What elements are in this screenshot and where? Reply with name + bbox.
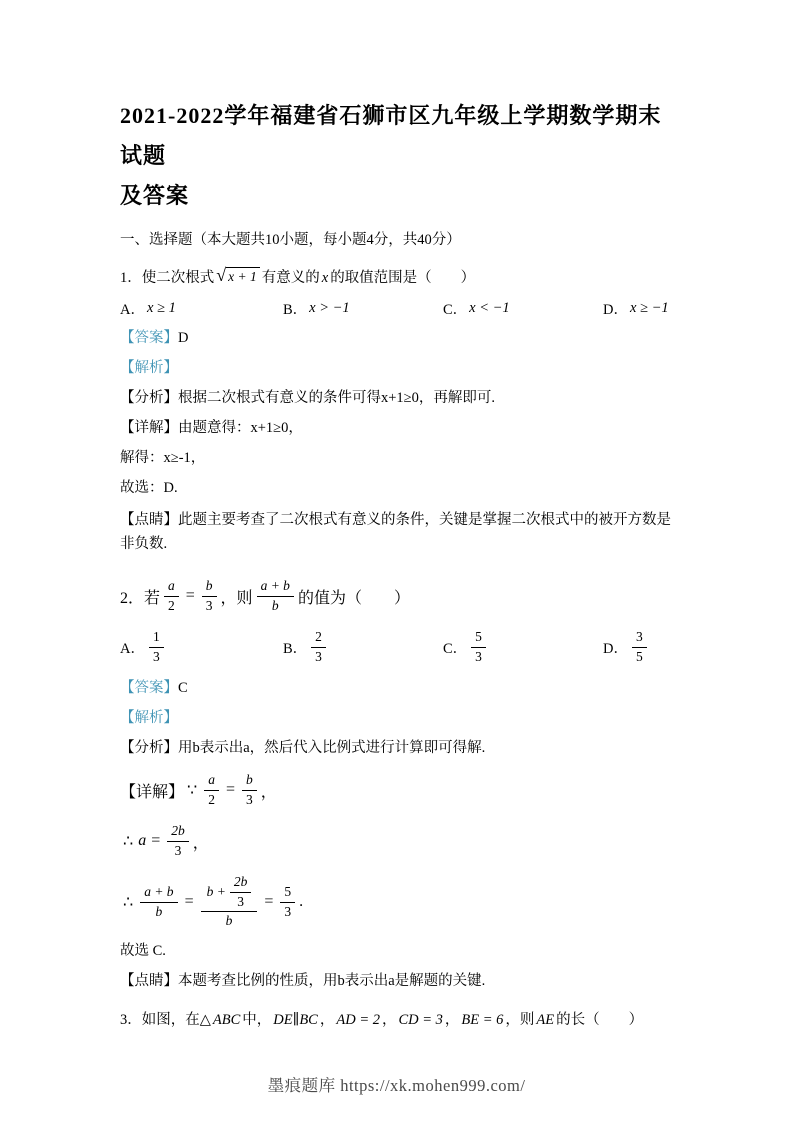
q1-answer-line: [120, 328, 675, 349]
q2-option-c: C． $\frac{5}{3}$: [443, 629, 603, 666]
q1-note-line: [120, 508, 675, 556]
question-1-stem: [120, 267, 675, 289]
method-tag: 【分析】: [120, 740, 178, 756]
q2-detail-line3: [120, 870, 675, 934]
q1-option-c-expr: x < −1: [469, 300, 510, 316]
q1-note-text: 此题主要考查了二次根式有意义的条件，关键是掌握二次根式中的被开方数是非负数.: [120, 512, 671, 552]
fraction-a-plus-b-over-b: $\frac{a + b}{b}$: [140, 884, 177, 921]
q1-option-a-label: A．: [120, 302, 145, 318]
q1-option-d-expr: x ≥ −1: [629, 300, 669, 316]
q2-method-text: 用b表示出a，然后代入比例式进行计算即可得解.: [178, 740, 486, 756]
q3-expr-ae: AE: [536, 1012, 555, 1028]
q3-stem-prefix: 3．如图，在: [120, 1012, 200, 1028]
q2-stem-prefix: 2．若: [120, 589, 161, 607]
fraction-b-over-3: $\frac{b}{3}$: [202, 578, 217, 615]
equals-sign: =: [151, 832, 161, 849]
q2-detail3-period: .: [299, 893, 304, 910]
q1-stem-mid: 有意义的: [261, 270, 320, 286]
q1-variable-x: x: [321, 270, 329, 286]
nested-num-prefix: b +: [206, 883, 226, 899]
q3-stem-suffix: 的长（ ）: [556, 1012, 644, 1028]
fraction-a-over-2: $\frac{a}{2}$: [204, 772, 219, 809]
fraction-a-over-2: $\frac{a}{2}$: [164, 578, 179, 615]
detail-tag: 【详解】: [120, 420, 178, 436]
equals-sign: =: [225, 781, 235, 798]
section-heading: 一、选择题（本大题共10小题，每小题4分，共40分）: [120, 232, 461, 248]
triangle-symbol: △: [199, 1012, 211, 1028]
question-2-stem: [120, 574, 675, 618]
q3-expr-parallel: DE∥BC: [273, 1012, 318, 1028]
q1-option-c-label: C．: [443, 302, 468, 318]
equals-sign: =: [185, 587, 195, 604]
sqrt-expression: [216, 267, 260, 285]
q2-answer-value: C: [178, 680, 188, 696]
q3-mid2: ，: [319, 1012, 335, 1028]
q3-mid5: ，则: [505, 1012, 535, 1028]
variable-a: a: [138, 832, 147, 849]
q2-stem-mid: ，则: [220, 589, 253, 607]
fraction-5-over-3: $\frac{5}{3}$: [280, 884, 295, 921]
q1-detail-line2: 解得：x≥-1，: [120, 450, 206, 466]
nested-fraction: [201, 874, 258, 931]
q1-option-b-label: B．: [283, 302, 308, 318]
q1-answer-value: D: [178, 330, 189, 346]
q1-option-b-expr: x > −1: [309, 300, 350, 316]
document-title-line2: 及答案: [120, 183, 190, 208]
q2-note-line: [120, 971, 675, 992]
q2-option-b: B． $\frac{2}{3}$: [283, 629, 443, 666]
analysis-tag: 【解析】: [120, 360, 178, 376]
nested-den: b: [225, 913, 233, 929]
footer-url[interactable]: https://xk.mohen999.com/: [340, 1076, 526, 1095]
radicand: x + 1: [226, 267, 260, 285]
q1-method-text: 根据二次根式有意义的条件可得x+1≥0，再解即可.: [178, 390, 496, 406]
answer-tag: 【答案】: [120, 330, 178, 346]
q1-option-a-expr: x ≥ 1: [146, 300, 176, 316]
q1-stem-suffix: 的取值范围是（ ）: [330, 270, 476, 286]
footer-watermark: [0, 1072, 793, 1096]
equals-sign: =: [184, 893, 194, 910]
answer-tag: 【答案】: [120, 680, 178, 696]
question-2-options: [120, 625, 675, 669]
method-tag: 【分析】: [120, 390, 178, 406]
detail-tag: 【详解】: [120, 783, 185, 801]
q3-mid4: ，: [444, 1012, 460, 1028]
therefore-sign: ∴: [123, 894, 134, 911]
q2-detail-line2: [120, 819, 675, 863]
fraction-5-over-3: $\frac{5}{3}$: [471, 629, 486, 666]
document-title: [120, 96, 675, 216]
fraction-2b-over-3: $\frac{2b}{3}$: [167, 823, 189, 860]
q2-detail2-comma: ，: [192, 834, 209, 852]
q3-expr-cd: CD = 3: [398, 1012, 443, 1028]
q1-option-d: [603, 298, 675, 319]
document-title-line1: 2021-2022学年福建省石狮市区九年级上学期数学期末试题: [120, 103, 662, 168]
note-tag: 【点睛】: [120, 512, 178, 528]
analysis-tag: 【解析】: [120, 710, 178, 726]
q1-analysis-tag-line: [120, 358, 675, 379]
because-sign: ∵: [187, 782, 198, 799]
footer-site-name: 墨痕题库: [267, 1076, 336, 1095]
equals-sign: =: [264, 893, 274, 910]
q2-detail-line4: 故选 C.: [120, 943, 166, 959]
q2-analysis-tag-line: [120, 708, 675, 729]
q1-option-d-label: D．: [603, 302, 628, 318]
q3-mid3: ，: [381, 1012, 397, 1028]
q2-stem-suffix: 的值为（ ）: [297, 589, 410, 607]
q2-option-d: D． $\frac{3}{5}$: [603, 629, 675, 666]
q1-detail-text1: 由题意得：x+1≥0，: [178, 420, 303, 436]
fraction-2b-over-3: $\frac{2b}{3}$: [230, 874, 252, 911]
fraction-1-over-3: $\frac{1}{3}$: [149, 629, 164, 666]
q2-detail1-comma: ，: [260, 783, 277, 801]
q1-detail-line3: 故选：D.: [120, 480, 178, 496]
fraction-2-over-3: $\frac{2}{3}$: [311, 629, 326, 666]
fraction-a-plus-b-over-b: $\frac{a + b}{b}$: [257, 578, 294, 615]
therefore-sign: ∴: [123, 833, 134, 850]
q3-mid1: 中，: [242, 1012, 272, 1028]
q2-option-a: A． $\frac{1}{3}$: [120, 629, 283, 666]
q3-expr-ad: AD = 2: [336, 1012, 380, 1028]
q1-option-b: [283, 298, 443, 319]
fraction-b-over-3: $\frac{b}{3}$: [242, 772, 257, 809]
triangle-name: ABC: [212, 1012, 241, 1028]
q2-method-line: [120, 738, 675, 759]
question-1-options: [120, 298, 675, 319]
question-3-stem: [120, 1010, 675, 1031]
q1-option-a: [120, 298, 283, 319]
q1-option-c: [443, 298, 603, 319]
q1-method-line: [120, 388, 675, 409]
radical-sign: √: [216, 265, 227, 285]
q2-note-text: 本题考查比例的性质，用b表示出a是解题的关键.: [178, 973, 486, 989]
q1-detail-line1: [120, 418, 675, 439]
q2-answer-line: [120, 678, 675, 699]
q1-stem-prefix: 1．使二次根式: [120, 270, 215, 286]
q2-detail-line1: [120, 768, 675, 812]
fraction-3-over-5: $\frac{3}{5}$: [632, 629, 647, 666]
q3-expr-be: BE = 6: [461, 1012, 504, 1028]
note-tag: 【点睛】: [120, 973, 178, 989]
